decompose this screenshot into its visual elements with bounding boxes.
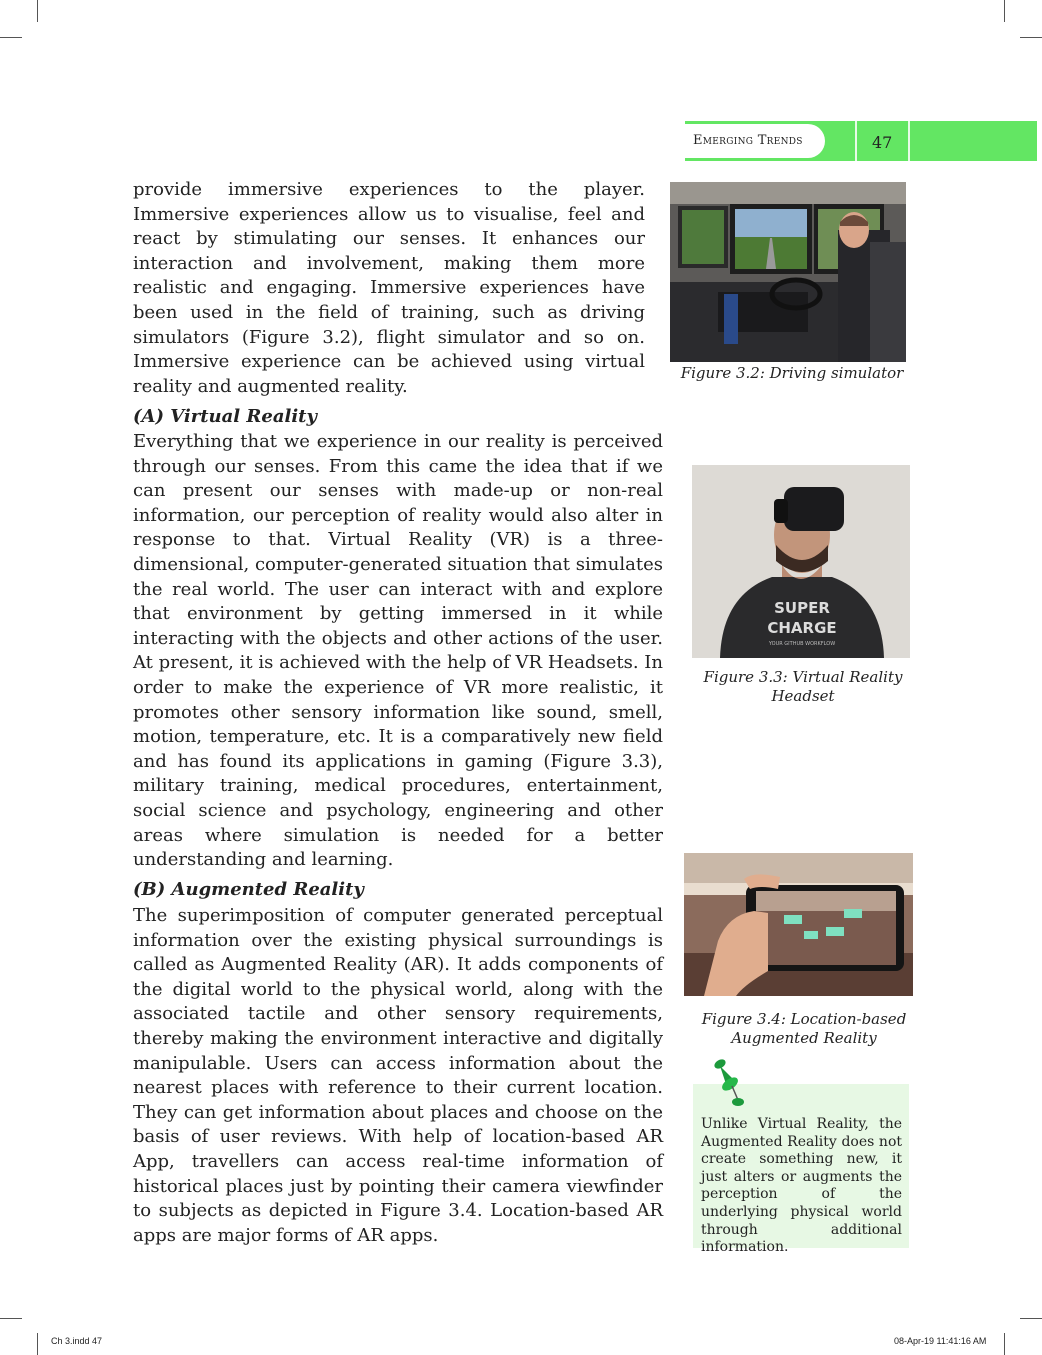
side-note-text: Unlike Virtual Reality, the Augmented Reality does not create something new, it just alters or augments the perception of the underlying physical world through additional information. (701, 1116, 902, 1256)
shirt-text: YOUR GITHUB WORKFLOW (768, 641, 836, 647)
ar-paragraph: The superimposition of computer generated perceptual information over the existing physical surroundings is called as Augmented Reality (AR). It adds components of the digital world to the physical world, along with the associated tactile and other sensory requirements, thereby making the environment interactive and digitally manipulable. Users can access information about the nearest places with reference to their current location. They can get information about places and choose on the basis of user reviews. With help of location-based AR App, travellers can access real-time information of historical places just by pointing their camera viewfinder to subjects as depicted in Figure 3.4. Location-based AR apps are major forms of AR apps. (133, 905, 663, 1246)
section-heading-vr: (A) Virtual Reality (133, 406, 317, 427)
figure-location-ar (684, 853, 913, 996)
crop-mark (37, 1333, 38, 1355)
header-divider (908, 121, 910, 161)
shirt-text: SUPER (774, 599, 830, 617)
figure-caption: Augmented Reality (731, 1029, 877, 1047)
vr-paragraph: Everything that we experience in our reality is perceived through our senses. From this came the idea that if we can present our senses with made-up or non-real information, our perception of reality would also alter in response to that. Virtual Reality (VR) is a three-dimensional, computer-generated situation that simulates the real world. The user can interact with and explore that environment by getting immersed in it while interacting with the objects and other actions of the user. At present, it is achieved with the help of VR Headsets. In order to make the experience of VR more realistic, it promotes other sensory information like sound, smell, motion, temperature, etc. It is a comparatively new field and has found its applications in gaming (Figure 3.3), military training, medical procedures, entertainment, social science and psychology, engineering and other areas where simulation is needed for a better understanding and learning. (133, 431, 663, 871)
crop-mark (1004, 1333, 1005, 1355)
footer-timestamp: 08-Apr-19 11:41:16 AM (894, 1336, 987, 1346)
location-ar-photo (684, 853, 913, 996)
running-header-title: Emerging Trends (693, 133, 803, 148)
crop-mark (37, 0, 38, 22)
crop-mark (0, 37, 22, 38)
page-number: 47 (872, 133, 893, 152)
figure-caption: Figure 3.3: Virtual Reality (703, 668, 903, 686)
crop-mark (1004, 0, 1005, 22)
figure-vr-headset (692, 465, 910, 658)
figure-driving-simulator (670, 182, 906, 362)
figure-caption: Figure 3.4: Location-based (701, 1010, 907, 1028)
section-heading-ar: (B) Augmented Reality (133, 879, 364, 900)
header-divider (855, 121, 857, 161)
figure-caption: Headset (771, 687, 835, 705)
shirt-text: CHARGE (767, 619, 837, 637)
driving-simulator-photo (670, 182, 906, 362)
footer-file-info: Ch 3.indd 47 (51, 1336, 103, 1346)
vr-headset-photo (692, 465, 910, 658)
crop-mark (1020, 1318, 1042, 1319)
figure-caption: Figure 3.2: Driving simulator (680, 364, 904, 382)
crop-mark (1020, 37, 1042, 38)
pushpin-icon (706, 1056, 752, 1110)
intro-paragraph: provide immersive experiences to the player. Immersive experiences allow us to visualise, feel and react by stimulating our senses. It enhances our interaction and involvement, making them more realistic and engaging. Immersive experiences have been used in the field of training, such as driving simulators (Figure 3.2), flight simulator and so on. Immersive experience can be achieved using virtual reality and augmented reality. (133, 179, 645, 397)
crop-mark (0, 1318, 22, 1319)
